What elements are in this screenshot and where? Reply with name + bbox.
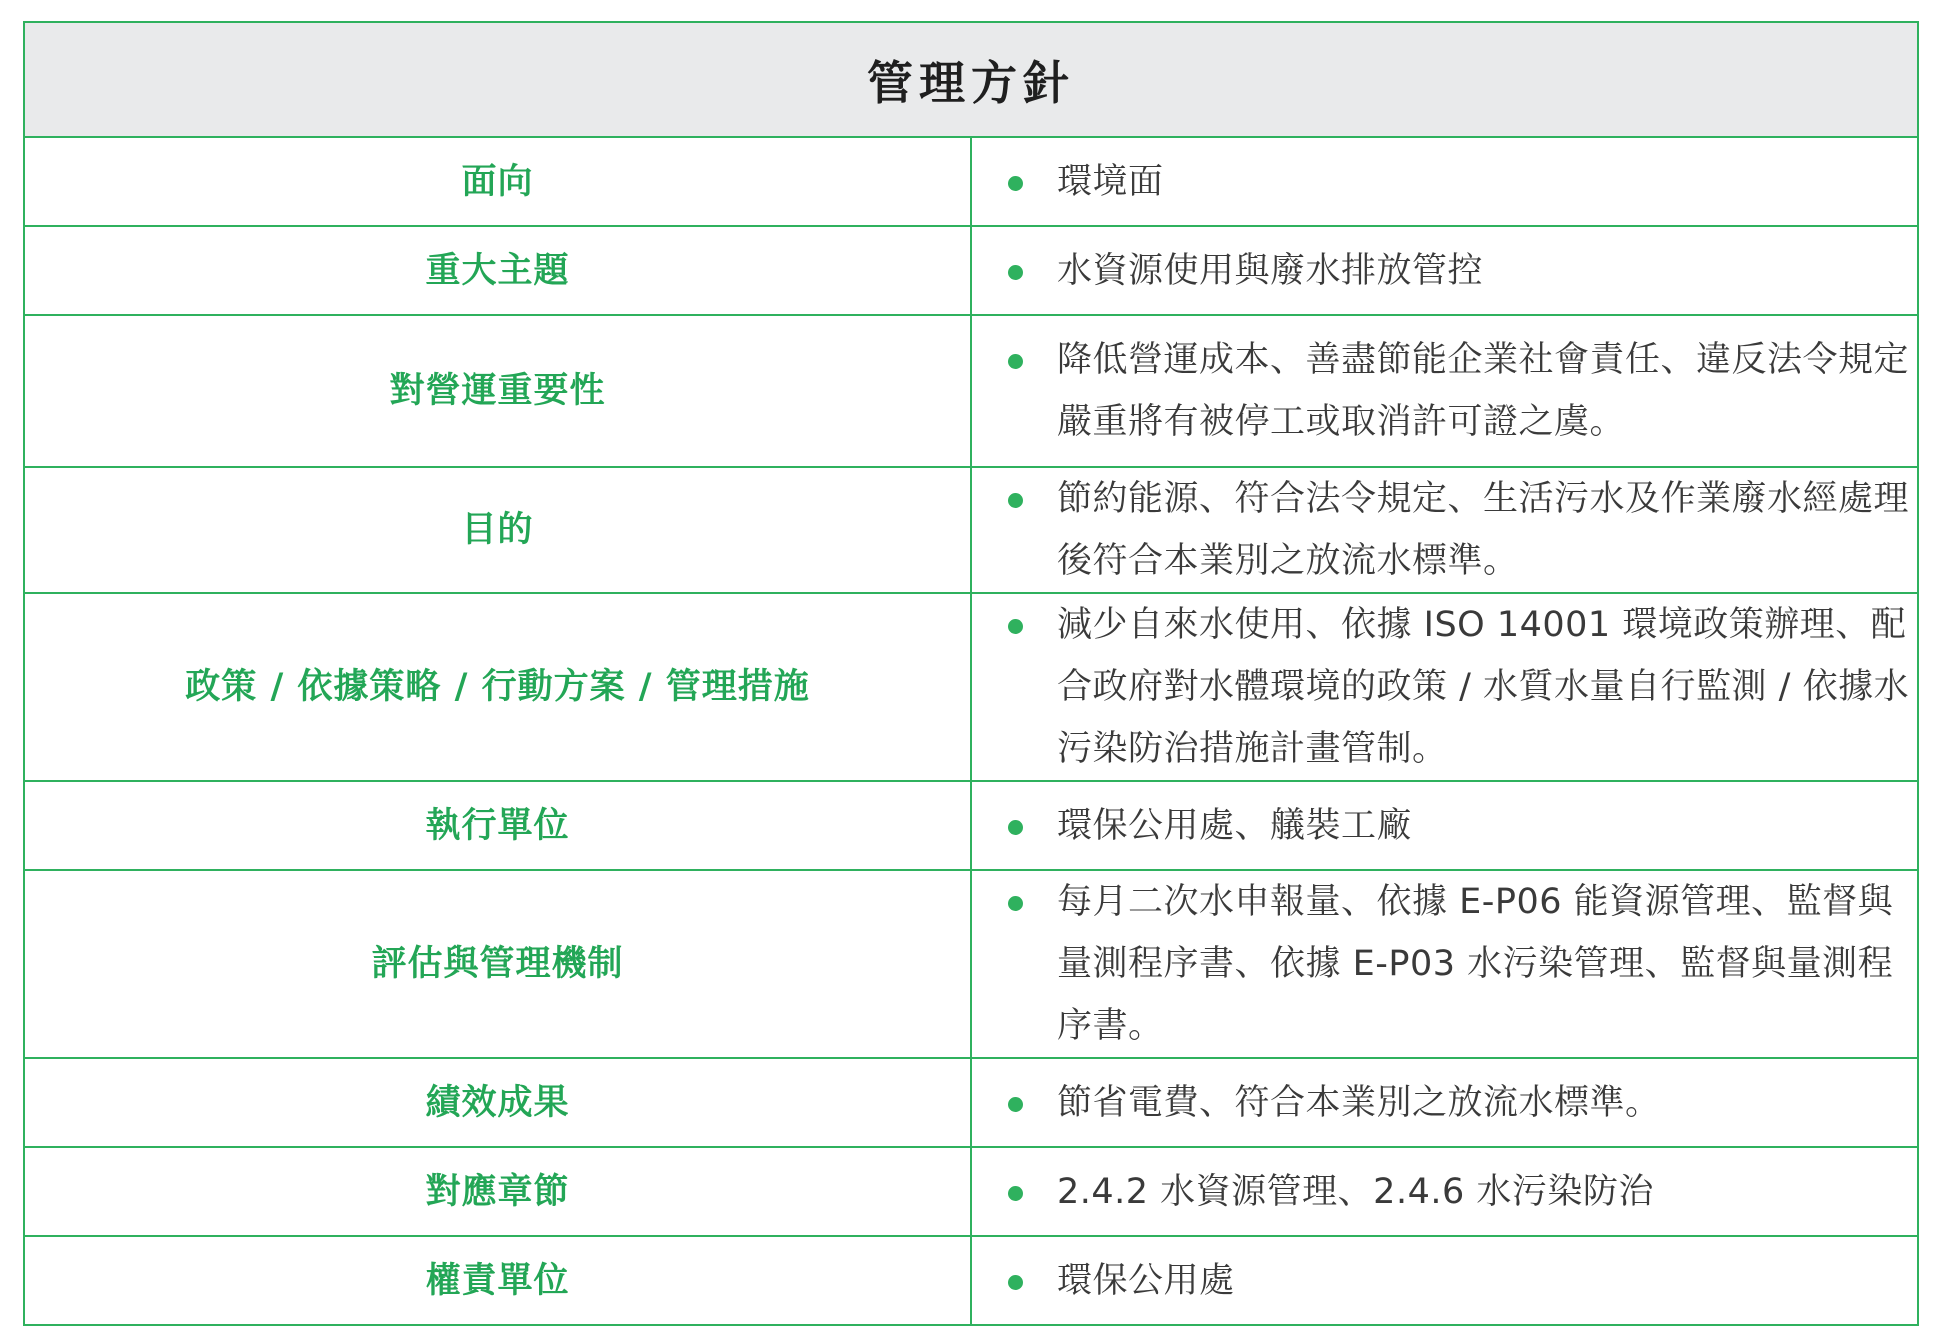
row-content (971, 315, 1918, 467)
row-label: 重大主題 (24, 226, 971, 315)
row-content (971, 1147, 1918, 1236)
row-label: 權責單位 (24, 1236, 971, 1325)
row-label: 政策 / 依據策略 / 行動方案 / 管理措施 (24, 593, 971, 781)
bullet-icon (1008, 820, 1023, 835)
bullet-icon (1008, 896, 1023, 911)
row-label: 執行單位 (24, 781, 971, 870)
row-content (971, 467, 1918, 593)
row-content (971, 1058, 1918, 1147)
management-policy-table (23, 21, 1919, 1326)
row-content-text: 降低營運成本、善盡節能企業社會責任、違反法令規定嚴重將有被停工或取消許可證之虞。 (1057, 340, 1910, 442)
row-label: 目的 (24, 467, 971, 593)
bullet-icon (1008, 1097, 1023, 1112)
row-content-text: 2.4.2 水資源管理、2.4.6 水污染防治 (1057, 1171, 1654, 1212)
row-content (971, 226, 1918, 315)
table-row-executing-unit (24, 781, 1918, 870)
row-content-text: 環境面 (1057, 161, 1164, 202)
row-content (971, 593, 1918, 781)
table-row-performance (24, 1058, 1918, 1147)
row-label: 對應章節 (24, 1147, 971, 1236)
row-content (971, 1236, 1918, 1325)
row-content-text: 環保公用處 (1057, 1260, 1235, 1301)
row-content-text: 環保公用處、艤裝工廠 (1057, 805, 1413, 846)
table-row-material-topic (24, 226, 1918, 315)
row-content-text: 每月二次水申報量、依據 E-P06 能資源管理、監督與量測程序書、依據 E-P03 水污染管理、監督與量測程序書。 (1057, 882, 1894, 1046)
bullet-icon (1008, 354, 1023, 369)
row-label: 對營運重要性 (24, 315, 971, 467)
bullet-icon (1008, 1275, 1023, 1290)
row-label: 面向 (24, 137, 971, 226)
table-row-aspect (24, 137, 1918, 226)
bullet-icon (1008, 176, 1023, 191)
bullet-icon (1008, 265, 1023, 280)
table-row-chapter (24, 1147, 1918, 1236)
row-content-text: 減少自來水使用、依據 ISO 14001 環境政策辦理、配合政府對水體環境的政策 / 水質水量自行監測 / 依據水污染防治措施計畫管制。 (1057, 605, 1910, 769)
row-label: 績效成果 (24, 1058, 971, 1147)
row-label: 評估與管理機制 (24, 870, 971, 1058)
row-content (971, 870, 1918, 1058)
bullet-icon (1008, 1186, 1023, 1201)
table-row-evaluation (24, 870, 1918, 1058)
row-content-text: 節約能源、符合法令規定、生活污水及作業廢水經處理後符合本業別之放流水標準。 (1057, 479, 1910, 581)
table-header-row (24, 22, 1918, 137)
table-row-purpose (24, 467, 1918, 593)
row-content (971, 781, 1918, 870)
row-content-text: 水資源使用與廢水排放管控 (1057, 250, 1484, 291)
table-row-policy (24, 593, 1918, 781)
row-content-text: 節省電費、符合本業別之放流水標準。 (1057, 1082, 1661, 1123)
table-row-importance (24, 315, 1918, 467)
table-row-responsible-unit (24, 1236, 1918, 1325)
row-content (971, 137, 1918, 226)
table-title: 管理方針 (24, 22, 1918, 137)
bullet-icon (1008, 619, 1023, 634)
bullet-icon (1008, 493, 1023, 508)
